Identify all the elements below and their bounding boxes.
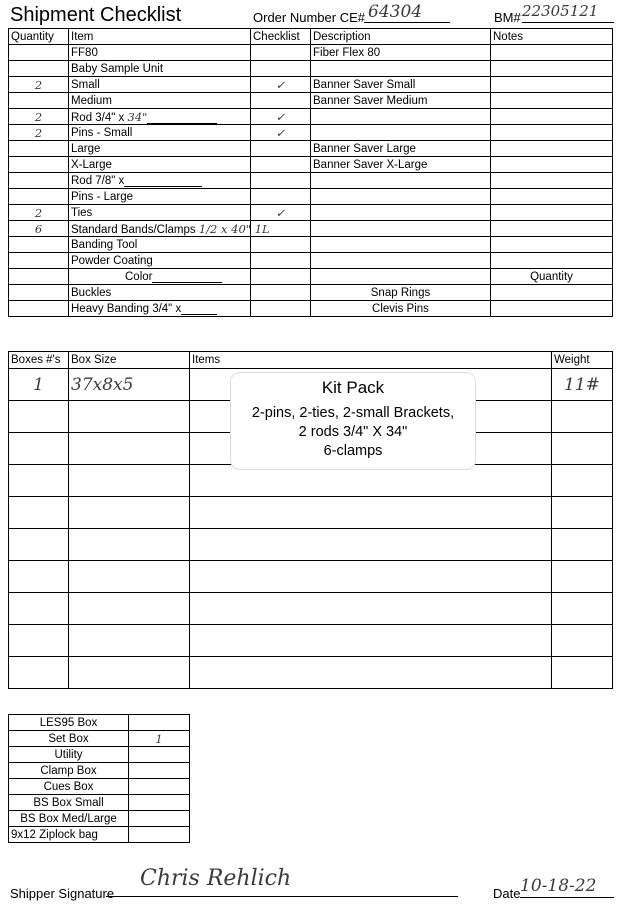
item-label: X-Large: [71, 158, 112, 171]
box-type-label-cell: [9, 779, 129, 795]
box-count-cell[interactable]: [9, 657, 69, 689]
item-cell: [69, 45, 251, 61]
checklist-cell[interactable]: [251, 157, 311, 173]
description-cell: [311, 77, 491, 93]
date-label: Date: [493, 886, 521, 901]
box-size-cell[interactable]: [69, 401, 190, 433]
box-type-label-cell: [9, 715, 129, 731]
quantity-cell[interactable]: [9, 45, 69, 61]
box-size-cell[interactable]: [69, 657, 190, 689]
box-count-cell[interactable]: [9, 465, 69, 497]
description-cell: [311, 253, 491, 269]
description-cell: [311, 189, 491, 205]
quantity-cell[interactable]: [9, 269, 69, 285]
notes-cell[interactable]: [491, 269, 613, 285]
box-count-cell[interactable]: [9, 369, 69, 401]
item-cell: [69, 109, 251, 125]
kit-pack-line: 2 rods 3/4" X 34": [298, 424, 408, 440]
description-cell: [311, 221, 491, 237]
checklist-row: [9, 77, 613, 93]
items-cell[interactable]: [190, 497, 552, 529]
quantity-value[interactable]: 2: [34, 77, 43, 92]
checklist-cell[interactable]: [251, 253, 311, 269]
item-handwritten[interactable]: 1/2 x 40" 1L: [198, 221, 270, 236]
column-header-cell: [251, 29, 311, 45]
quantity-cell[interactable]: [9, 125, 69, 141]
checklist-cell[interactable]: [251, 285, 311, 301]
checklist-row: [9, 237, 613, 253]
box-type-value-cell[interactable]: [129, 731, 190, 747]
column-header-cell: [9, 29, 69, 45]
description-cell: [311, 45, 491, 61]
notes-cell[interactable]: [491, 285, 613, 301]
notes-cell[interactable]: [491, 77, 613, 93]
item-label: FF80: [71, 46, 98, 59]
column-header-cell: [491, 29, 613, 45]
items-cell[interactable]: [190, 561, 552, 593]
checklist-mark: ✓: [275, 127, 286, 140]
description-cell: [311, 205, 491, 221]
box-type-value-cell[interactable]: [129, 779, 190, 795]
weight-cell[interactable]: [552, 433, 613, 465]
checklist-cell[interactable]: [251, 77, 311, 93]
box-count-cell[interactable]: [9, 529, 69, 561]
column-header: Quantity: [11, 30, 54, 43]
item-label: Baby Sample Unit: [71, 62, 164, 75]
box-count-cell[interactable]: [9, 433, 69, 465]
box-type-value[interactable]: 1: [155, 731, 163, 746]
box-weight[interactable]: 11#: [564, 374, 600, 395]
page-title: Shipment Checklist: [10, 4, 182, 26]
description-label: Snap Rings: [370, 286, 431, 299]
item-label: Rod 7/8" x: [71, 174, 125, 187]
checklist-row: [9, 45, 613, 61]
column-header: Box Size: [71, 354, 117, 366]
checklist-cell[interactable]: [251, 301, 311, 317]
checklist-cell[interactable]: [251, 45, 311, 61]
box-size-cell[interactable]: [69, 529, 190, 561]
items-cell[interactable]: [190, 657, 552, 689]
notes-cell[interactable]: [491, 237, 613, 253]
notes-cell[interactable]: [491, 221, 613, 237]
quantity-cell[interactable]: [9, 205, 69, 221]
checklist-cell[interactable]: [251, 173, 311, 189]
box-type-label: Set Box: [48, 732, 89, 745]
description-cell: [311, 61, 491, 77]
checklist-cell[interactable]: [251, 61, 311, 77]
column-header: Notes: [493, 30, 524, 43]
weight-cell[interactable]: [552, 401, 613, 433]
checklist-row: [9, 93, 613, 109]
item-cell: [69, 301, 251, 317]
item-label: Standard Bands/Clamps: [71, 223, 196, 236]
column-header: Checklist: [253, 30, 300, 43]
box-type-label: Utility: [54, 748, 83, 761]
item-cell: [69, 173, 251, 189]
checklist-row: [9, 157, 613, 173]
box-size-cell[interactable]: [69, 625, 190, 657]
description-cell: [311, 173, 491, 189]
item-cell: [69, 269, 251, 285]
box-size-cell[interactable]: [69, 561, 190, 593]
item-label: Large: [71, 142, 101, 155]
box-row: [9, 529, 613, 561]
quantity-value[interactable]: 6: [34, 221, 43, 236]
box-type-row: [9, 715, 190, 731]
box-size-cell[interactable]: [69, 593, 190, 625]
bm-label: BM#: [494, 10, 521, 25]
notes-value: Quantity: [530, 270, 573, 283]
box-size-cell[interactable]: [69, 497, 190, 529]
kit-pack-label: [230, 372, 476, 470]
notes-cell[interactable]: [491, 45, 613, 61]
quantity-cell[interactable]: [9, 173, 69, 189]
description-cell: [311, 93, 491, 109]
box-count-cell[interactable]: [9, 497, 69, 529]
checklist-cell[interactable]: [251, 189, 311, 205]
box-type-label-cell: [9, 827, 129, 843]
notes-cell[interactable]: [491, 157, 613, 173]
description-cell: [311, 237, 491, 253]
description-cell: [311, 125, 491, 141]
column-header-cell: [311, 29, 491, 45]
item-cell: [69, 125, 251, 141]
column-header: Weight: [554, 354, 590, 366]
item-label: Banding Tool: [71, 238, 138, 251]
box-row: [9, 625, 613, 657]
box-type-value-cell[interactable]: [129, 827, 190, 843]
notes-cell[interactable]: [491, 253, 613, 269]
box-type-row: [9, 779, 190, 795]
description-cell: [311, 141, 491, 157]
column-header-cell: [190, 352, 552, 369]
box-type-label: Cues Box: [43, 780, 94, 793]
box-type-label-cell: [9, 795, 129, 811]
quantity-cell[interactable]: [9, 93, 69, 109]
items-cell[interactable]: [190, 625, 552, 657]
checklist-table: [8, 28, 613, 317]
kit-pack-line: 2-pins, 2-ties, 2-small Brackets,: [251, 405, 455, 421]
description-label: Banner Saver X-Large: [313, 158, 428, 171]
kit-pack-title: Kit Pack: [321, 378, 385, 397]
checklist-row: [9, 125, 613, 141]
column-header-cell: [69, 29, 251, 45]
notes-cell[interactable]: [491, 93, 613, 109]
checklist-row: [9, 189, 613, 205]
description-label: Fiber Flex 80: [313, 46, 381, 59]
box-type-value-cell[interactable]: [129, 715, 190, 731]
checklist-mark: ✓: [275, 111, 286, 124]
item-cell: [69, 141, 251, 157]
column-header: Items: [192, 354, 221, 366]
description-cell: [311, 157, 491, 173]
box-type-row: [9, 731, 190, 747]
item-label: Pins - Small: [71, 126, 133, 139]
item-label: Buckles: [71, 286, 112, 299]
item-label: Powder Coating: [71, 254, 153, 267]
quantity-cell[interactable]: [9, 157, 69, 173]
box-type-row: [9, 763, 190, 779]
box-count-cell[interactable]: [9, 561, 69, 593]
description-cell: [311, 285, 491, 301]
box-type-label: BS Box Med/Large: [20, 812, 117, 825]
notes-cell[interactable]: [491, 141, 613, 157]
item-label: Small: [71, 78, 100, 91]
box-count-cell[interactable]: [9, 593, 69, 625]
item-label: Medium: [71, 94, 112, 107]
column-header-cell: [552, 352, 613, 369]
box-type-row: [9, 795, 190, 811]
quantity-cell[interactable]: [9, 221, 69, 237]
description-label: Banner Saver Small: [313, 78, 416, 91]
quantity-cell[interactable]: [9, 237, 69, 253]
box-size-cell[interactable]: [69, 369, 190, 401]
box-type-value-cell[interactable]: [129, 795, 190, 811]
order-number-field[interactable]: 64304: [364, 2, 450, 23]
item-label: Heavy Banding 3/4" x: [71, 302, 182, 315]
quantity-cell[interactable]: [9, 285, 69, 301]
quantity-cell[interactable]: [9, 61, 69, 77]
item-label: Ties: [71, 206, 93, 219]
signature-field[interactable]: Chris Rehlich: [106, 866, 458, 897]
description-label: Banner Saver Large: [313, 142, 416, 155]
column-header: Boxes #'s: [11, 354, 61, 366]
box-count[interactable]: 1: [33, 374, 44, 395]
box-type-label: BS Box Small: [33, 796, 104, 809]
item-handwritten[interactable]: 34": [127, 109, 148, 124]
weight-cell[interactable]: [552, 657, 613, 689]
box-count-cell[interactable]: [9, 625, 69, 657]
notes-cell[interactable]: [491, 301, 613, 317]
item-cell: [69, 253, 251, 269]
item-label: Pins - Large: [71, 190, 134, 203]
box-row: [9, 657, 613, 689]
item-cell: [69, 237, 251, 253]
weight-cell[interactable]: [552, 561, 613, 593]
box-size-cell[interactable]: [69, 465, 190, 497]
items-cell[interactable]: [190, 529, 552, 561]
weight-cell[interactable]: [552, 369, 613, 401]
checklist-cell[interactable]: [251, 269, 311, 285]
description-cell: [311, 301, 491, 317]
signature-label: Shipper Signature: [10, 886, 115, 901]
description-label: Banner Saver Medium: [313, 94, 428, 107]
items-cell[interactable]: [190, 593, 552, 625]
checklist-row: [9, 141, 613, 157]
weight-cell[interactable]: [552, 529, 613, 561]
checklist-row: [9, 109, 613, 125]
box-type-label-cell: [9, 811, 129, 827]
weight-cell[interactable]: [552, 593, 613, 625]
order-number-label: Order Number CE#: [253, 10, 365, 25]
box-row: [9, 593, 613, 625]
quantity-cell[interactable]: [9, 253, 69, 269]
box-row: [9, 561, 613, 593]
box-type-label: 9x12 Ziplock bag: [11, 828, 98, 841]
checklist-cell[interactable]: [251, 141, 311, 157]
item-cell: [69, 93, 251, 109]
checklist-row: [9, 61, 613, 77]
quantity-value[interactable]: 2: [34, 125, 43, 140]
box-type-label: Clamp Box: [40, 764, 97, 777]
box-type-label-cell: [9, 763, 129, 779]
checklist-row: [9, 285, 613, 301]
item-cell: [69, 61, 251, 77]
box-types-table: [8, 714, 190, 843]
item-cell: [69, 205, 251, 221]
checklist-cell[interactable]: [251, 109, 311, 125]
checklist-row: [9, 173, 613, 189]
box-type-label: LES95 Box: [39, 716, 98, 729]
box-count-cell[interactable]: [9, 401, 69, 433]
box-type-row: [9, 827, 190, 843]
quantity-cell[interactable]: [9, 141, 69, 157]
checklist-row: [9, 221, 613, 237]
quantity-cell[interactable]: [9, 189, 69, 205]
checklist-row: [9, 253, 613, 269]
quantity-cell[interactable]: [9, 77, 69, 93]
notes-cell[interactable]: [491, 205, 613, 221]
notes-cell[interactable]: [491, 189, 613, 205]
box-size-cell[interactable]: [69, 433, 190, 465]
column-header-cell: [69, 352, 190, 369]
box-type-value-cell[interactable]: [129, 811, 190, 827]
description-cell: [311, 109, 491, 125]
checklist-cell[interactable]: [251, 237, 311, 253]
checklist-cell[interactable]: [251, 125, 311, 141]
description-cell: [311, 269, 491, 285]
checklist-mark: ✓: [275, 79, 286, 92]
quantity-value[interactable]: 2: [34, 205, 43, 220]
box-type-label-cell: [9, 731, 129, 747]
box-type-value-cell[interactable]: [129, 763, 190, 779]
box-type-row: [9, 747, 190, 763]
quantity-value[interactable]: 2: [34, 109, 43, 124]
item-cell: [69, 285, 251, 301]
box-type-row: [9, 811, 190, 827]
column-header: Item: [71, 30, 94, 43]
weight-cell[interactable]: [552, 625, 613, 657]
weight-cell[interactable]: [552, 465, 613, 497]
notes-cell[interactable]: [491, 125, 613, 141]
checklist-row: [9, 205, 613, 221]
checklist-mark: ✓: [275, 207, 286, 220]
item-cell: [69, 221, 270, 237]
bm-number-field[interactable]: 22305121: [522, 2, 614, 23]
item-cell: [69, 77, 251, 93]
quantity-cell[interactable]: [9, 109, 69, 125]
description-label: Clevis Pins: [372, 302, 429, 315]
column-header: Description: [313, 30, 371, 43]
item-cell: [69, 189, 251, 205]
box-size[interactable]: 37x8x5: [71, 374, 134, 395]
box-type-label-cell: [9, 747, 129, 763]
item-cell: [69, 157, 251, 173]
column-header-cell: [9, 352, 69, 369]
item-label: Color: [125, 270, 153, 283]
quantity-cell[interactable]: [9, 301, 69, 317]
notes-cell[interactable]: [491, 109, 613, 125]
date-field[interactable]: 10-18-22: [520, 876, 614, 898]
checklist-row: [9, 269, 613, 285]
checklist-row: [9, 301, 613, 317]
weight-cell[interactable]: [552, 497, 613, 529]
box-type-value-cell[interactable]: [129, 747, 190, 763]
notes-cell[interactable]: [491, 173, 613, 189]
checklist-cell[interactable]: [251, 205, 311, 221]
box-row: [9, 497, 613, 529]
kit-pack-line: 6-clamps: [323, 443, 383, 459]
notes-cell[interactable]: [491, 61, 613, 77]
item-label: Rod 3/4" x: [71, 111, 125, 124]
checklist-cell[interactable]: [251, 93, 311, 109]
